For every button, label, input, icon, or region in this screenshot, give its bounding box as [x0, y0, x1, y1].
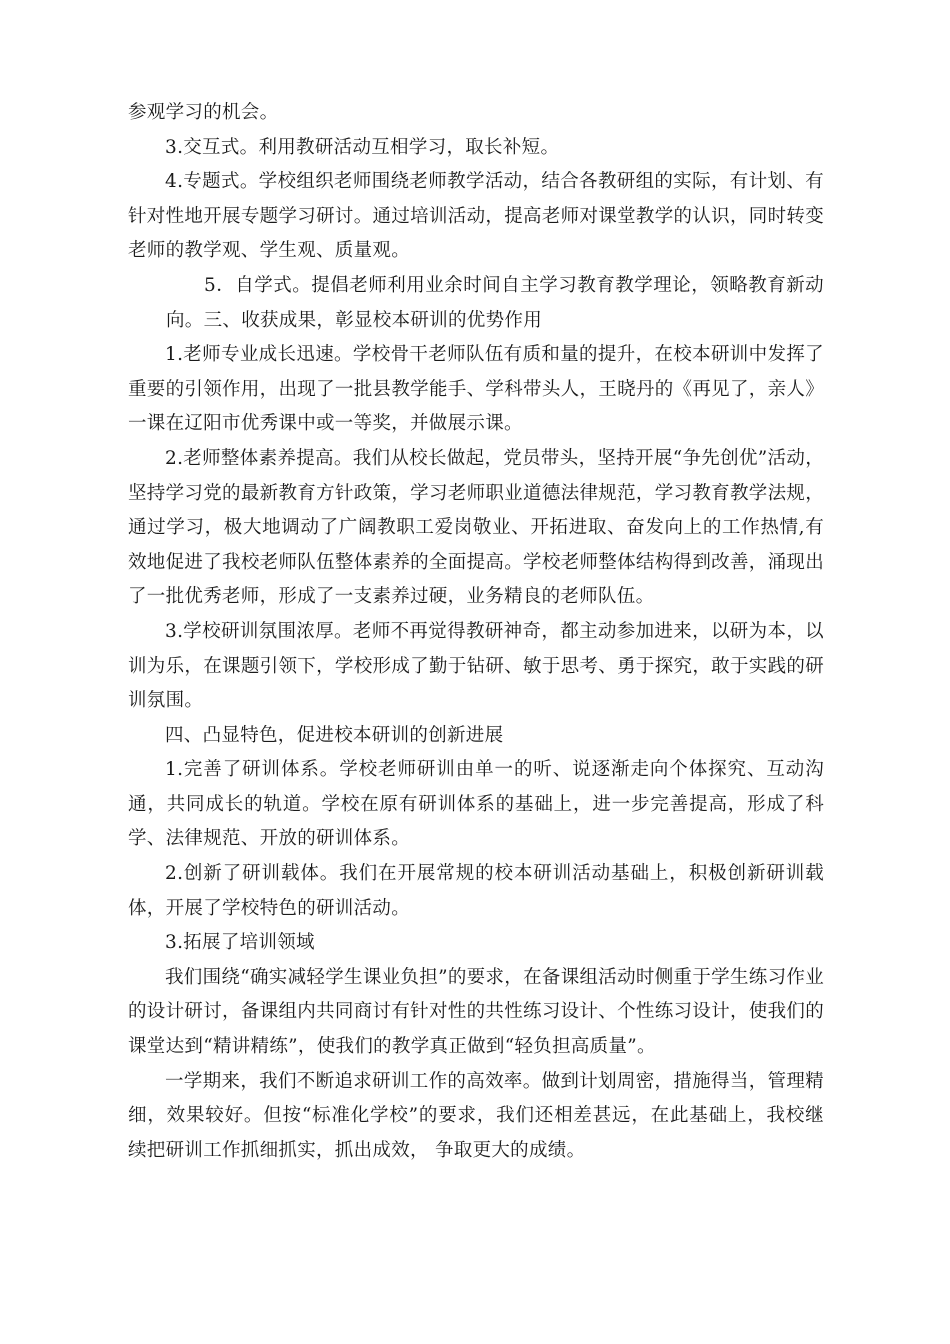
paragraph-interactive-mode: 3.交互式。利用教研活动互相学习，取长补短。 [165, 136, 560, 158]
section-heading-four: 四、凸显特色，促进校本研训的创新进展 [165, 724, 504, 746]
paragraph-research-carrier: 2.创新了研训载体。我们在开展常规的校本研训活动基础上，积极创新研训载体，开展了学校特色的研训活动。 [128, 863, 824, 919]
paragraph-research-system: 1.完善了研训体系。学校老师研训由单一的听、说逐渐走向个体探究、互动沟通，共同成长的轨道。学校在原有研训体系的基础上，进一步完善提高，形成了科学、法律规范、开放的研训体系。 [128, 759, 824, 850]
paragraph-training-field: 3.拓展了培训领域 [165, 932, 315, 954]
paragraph-teacher-quality: 2.老师整体素养提高。我们从校长做起，党员带头，坚持开展“争先创优”活动，坚持学习党的最新教育方针政策，学习老师职业道德法律规范，学习教育教学法规，通过学习，极大地调动了广阔教职工爱岗敬业、开拓进取、奋发向上的工作热情,有效地促进了我校老师队伍整体素养的全面提高。学校老师整体结构得到改善，涌现出了一批优秀老师，形成了一支素养过硬，业务精良的老师队伍。 [128, 447, 824, 608]
paragraph-semester-summary: 一学期来，我们不断追求研训工作的高效率。做到计划周密，措施得当，管理精细，效果较好。但按“标准化学校”的要求，我们还相差甚远，在此基础上，我校继续把研训工作抓细抓实，抓出成效， 争取更大的成绩。 [128, 1070, 824, 1161]
paragraph-research-atmosphere: 3.学校研训氛围浓厚。老师不再觉得教研神奇，都主动参加进来，以研为本，以训为乐，在课题引领下，学校形成了勤于钻研、敏于思考、勇于探究，敢于实践的研训氛围。 [128, 620, 824, 712]
paragraph-teacher-growth: 1.老师专业成长迅速。学校骨干老师队伍有质和量的提升，在校本研训中发挥了重要的引领作用，出现了一批县教学能手、学科带头人，王晓丹的《再见了，亲人》一课在辽阳市优秀课中或一等奖，并做展示课。 [128, 344, 824, 435]
paragraph-self-study-mode: 5．自学式。提倡老师利用业余时间自主学习教育教学理论，领略教育新动向。三、收获成果，彰显校本研训的优势作用 [166, 274, 824, 331]
paragraph-reduce-burden: 我们围绕“确实减轻学生课业负担”的要求，在备课组活动时侧重于学生练习作业的设计研讨，备课组内共同商讨有针对性的共性练习设计、个性练习设计，使我们的课堂达到“精讲精练”，使我们的教学真正做到“轻负担高质量”。 [128, 966, 824, 1058]
paragraph-continuation: 参观学习的机会。 [128, 102, 279, 123]
document-body [128, 96, 824, 1168]
paragraph-topic-mode: 4.专题式。学校组织老师围绕老师教学活动，结合各教研组的实际，有计划、有针对性地开展专题学习研讨。通过培训活动，提高老师对课堂教学的认识，同时转变老师的教学观、学生观、质量观。 [128, 171, 824, 262]
